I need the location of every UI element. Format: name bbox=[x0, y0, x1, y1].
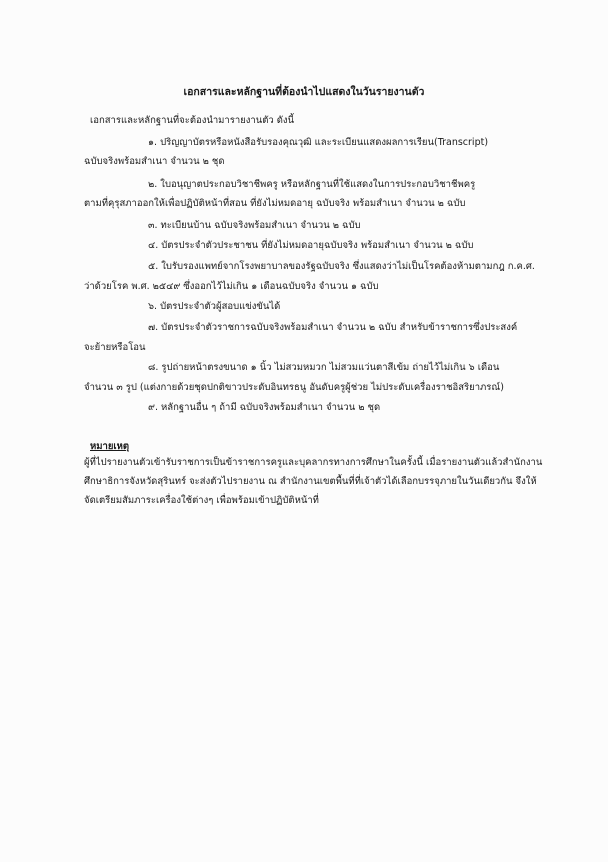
item-2-line-1: ๒. ใบอนุญาตประกอบวิชาชีพครู หรือหลักฐานที่ใช้แสดงในการประกอบวิชาชีพครู bbox=[148, 179, 476, 190]
note-line-1: ผู้ที่ไปรายงานตัวเข้ารับราชการเป็นข้าราชการครูและบุคลากรทางการศึกษาในครั้งนี้ เมื่อรายงานตัวแล้วสำนักงาน bbox=[84, 457, 543, 468]
item-1-line-2: ฉบับจริงพร้อมสำเนา จำนวน ๒ ชุด bbox=[84, 156, 225, 167]
item-7-line-2: จะย้ายหรือโอน bbox=[84, 342, 146, 353]
note-line-3: จัดเตรียมสัมภาระเครื่องใช้ต่างๆ เพื่อพร้อมเข้าปฏิบัติหน้าที่ bbox=[84, 495, 319, 506]
document-title: เอกสารและหลักฐานที่ต้องนำไปแสดงในวันรายงานตัว bbox=[183, 86, 425, 98]
item-5-line-2: ว่าด้วยโรค พ.ศ. ๒๕๔๙ ซึ่งออกไว้ไม่เกิน ๑ เดือนฉบับจริง จำนวน ๑ ฉบับ bbox=[84, 281, 379, 292]
item-9-line-1: ๙. หลักฐานอื่น ๆ ถ้ามี ฉบับจริงพร้อมสำเนา จำนวน ๒ ชุด bbox=[148, 402, 381, 413]
intro-text: เอกสารและหลักฐานที่จะต้องนำมารายงานตัว ดังนี้ bbox=[90, 115, 295, 126]
item-4-line-1: ๔. บัตรประจำตัวประชาชน ที่ยังไม่หมดอายุฉบับจริง พร้อมสำเนา จำนวน ๒ ฉบับ bbox=[148, 240, 474, 251]
item-2-line-2: ตามที่คุรุสภาออกให้เพื่อปฏิบัติหน้าที่สอน ที่ยังไม่หมดอายุ ฉบับจริง พร้อมสำเนา จำนวน ๒ ฉบับ bbox=[84, 198, 466, 209]
item-5-line-1: ๕. ใบรับรองแพทย์จากโรงพยาบาลของรัฐฉบับจริง ซึ่งแสดงว่าไม่เป็นโรคต้องห้ามตามกฎ ก.ค.ศ. bbox=[148, 261, 535, 272]
item-6-line-1: ๖. บัตรประจำตัวผู้สอบแข่งขันได้ bbox=[148, 301, 281, 312]
item-3-line-1: ๓. ทะเบียนบ้าน ฉบับจริงพร้อมสำเนา จำนวน ๒ ฉบับ bbox=[148, 220, 361, 231]
note-heading: หมายเหตุ bbox=[90, 441, 130, 452]
item-1-line-1: ๑. ปริญญาบัตรหรือหนังสือรับรองคุณวุฒิ และระเบียนแสดงผลการเรียน(Transcript) bbox=[148, 137, 489, 148]
item-8-line-2: จำนวน ๓ รูป (แต่งกายด้วยชุดปกติขาวประดับอินทรธนู อันดับครูผู้ช่วย ไม่ประดับเครื่องราชอิสริยาภรณ์) bbox=[84, 382, 504, 393]
item-8-line-1: ๘. รูปถ่ายหน้าตรงขนาด ๑ นิ้ว ไม่สวมหมวก ไม่สวมแว่นตาสีเข้ม ถ่ายไว้ไม่เกิน ๖ เดือน bbox=[148, 362, 500, 373]
note-line-2: ศึกษาธิการจังหวัดสุรินทร์ จะส่งตัวไปรายงาน ณ สำนักงานเขตพื้นที่ที่เจ้าตัวได้เลือกบรรจุภายในวันเดียวกัน จึงให้ bbox=[84, 476, 537, 487]
item-7-line-1: ๗. บัตรประจำตัวราชการฉบับจริงพร้อมสำเนา จำนวน ๒ ฉบับ สำหรับข้าราชการซึ่งประสงค์ bbox=[148, 322, 518, 333]
